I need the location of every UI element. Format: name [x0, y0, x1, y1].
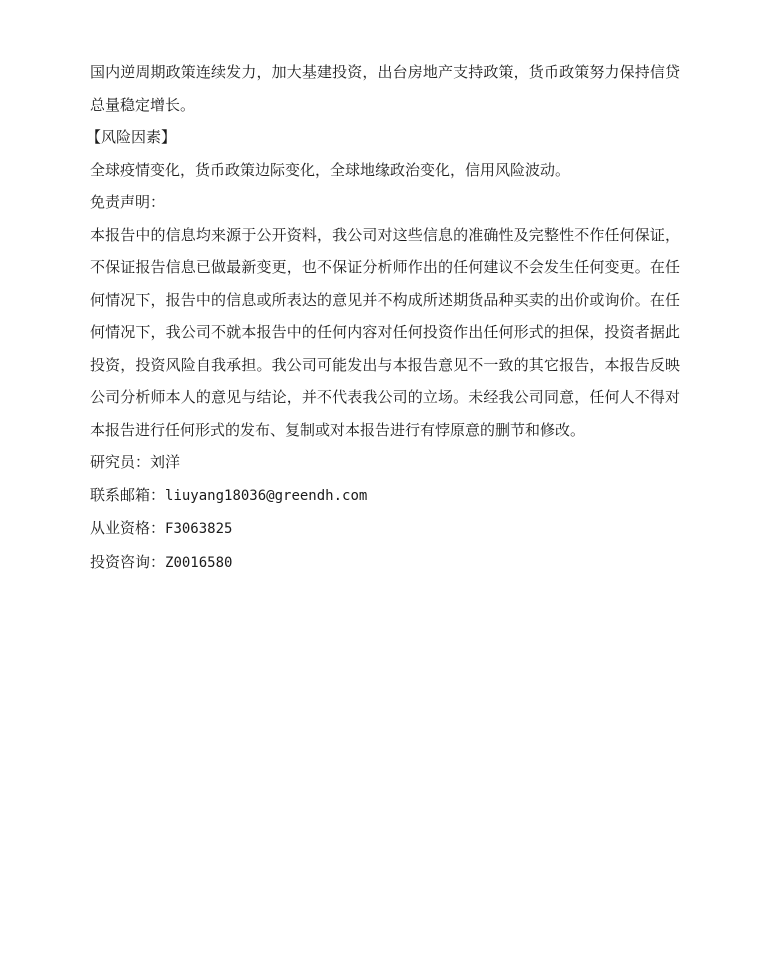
risk-text: 全球疫情变化，货币政策边际变化，全球地缘政治变化，信用风险波动。 [90, 160, 571, 179]
email-line [90, 479, 680, 513]
researcher-line [90, 446, 680, 479]
researcher-name: 刘洋 [150, 453, 181, 471]
disclaimer-heading: 免责声明： [90, 193, 166, 211]
qualification-label: 从业资格： [90, 519, 166, 537]
risk-heading: 【风险因素】 [86, 128, 177, 146]
consulting-line [90, 546, 680, 580]
email-value: liuyang18036@greendh.com [165, 487, 368, 504]
disclaimer-text: 本报告中的信息均来源于公开资料，我公司对这些信息的准确性及完整性不作任何保证，不保证报告信息已做最新变更，也不保证分析师作出的任何建议不会发生任何变更。在任何情况下，报告中的信息或所表达的意见并不构成所述期货品种买卖的出价或询价。在任何情况下，我公司不就本报告中的任何内容对任何投资作出任何形式的担保，投资者据此投资，投资风险自我承担。我公司可能发出与本报告意见不一致的其它报告，本报告反映公司分析师本人的意见与结论，并不代表我公司的立场。未经我公司同意，任何人不得对本报告进行任何形式的发布、复制或对本报告进行有悖原意的删节和修改。 [90, 225, 680, 439]
email-label: 联系邮箱： [90, 485, 166, 504]
researcher-label: 研究员： [90, 453, 151, 471]
consulting-label: 投资咨询： [90, 552, 166, 571]
qualification-value: F3063825 [165, 521, 233, 537]
consulting-value: Z0016580 [165, 554, 233, 571]
intro-paragraph: 国内逆周期政策连续发力，加大基建投资，出台房地产支持政策，货币政策努力保持信贷总量稳定增长。 [90, 63, 680, 114]
qualification-line [90, 512, 680, 546]
document-page [86, 56, 680, 579]
